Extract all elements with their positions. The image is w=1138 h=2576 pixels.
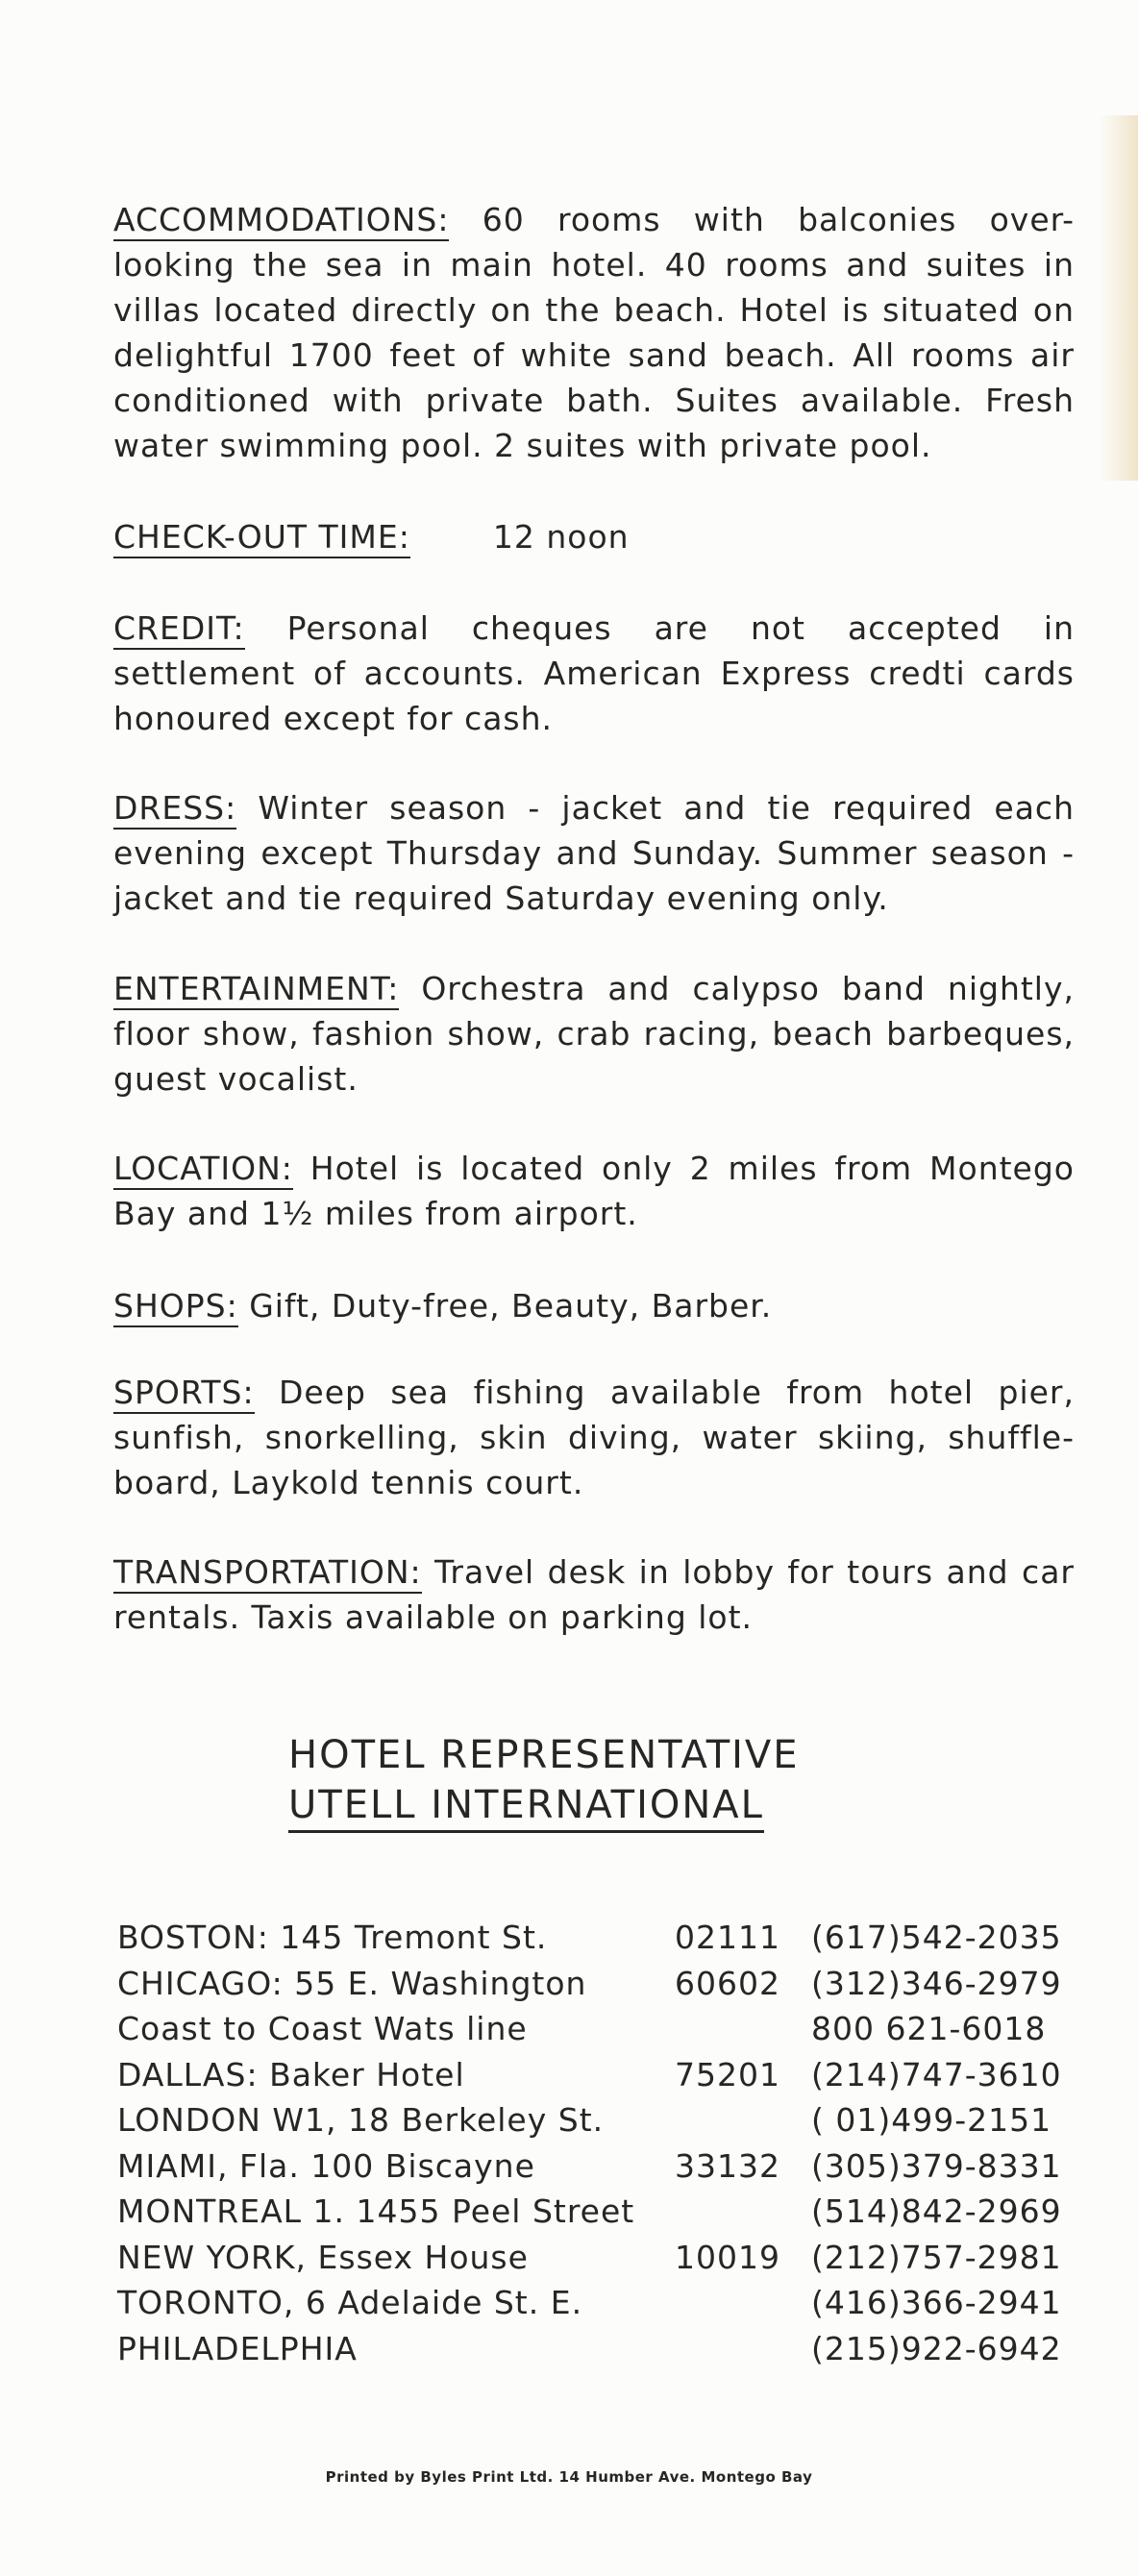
office-phone: (312)346-2979 xyxy=(811,1964,1062,2002)
section-label: LOCATION: xyxy=(113,1150,293,1190)
office-city: DALLAS: Baker Hotel xyxy=(117,2055,465,2093)
office-zip: 60602 xyxy=(675,1964,780,2002)
section-shops xyxy=(113,1283,1075,1328)
office-city: MONTREAL 1. 1455 Peel Street xyxy=(117,2192,635,2230)
representative-line-2: UTELL INTERNATIONAL xyxy=(288,1780,764,1833)
office-zip: 02111 xyxy=(675,1919,780,1956)
section-text: Orchestra and calypso band nightly, floor show, fashion show, crab racing, beach barbeques, guest vocalist. xyxy=(113,970,1075,1098)
office-zip: 75201 xyxy=(675,2055,780,2093)
section-dress xyxy=(113,785,1075,921)
office-phone: 800 621-6018 xyxy=(811,2010,1047,2047)
section-checkout xyxy=(113,514,1075,559)
office-city: NEW YORK, Essex House xyxy=(117,2238,529,2276)
office-city: BOSTON: 145 Tremont St. xyxy=(117,1919,548,1956)
office-row xyxy=(117,2006,1078,2052)
section-label: SPORTS: xyxy=(113,1374,255,1414)
section-label: SHOPS: xyxy=(113,1287,238,1327)
printer-credit: Printed by Byles Print Ltd. 14 Humber Ave. Montego Bay xyxy=(325,2468,813,2486)
office-row xyxy=(117,2189,1078,2235)
section-text: Winter season - jacket and tie required each evening except Thursday and Sunday. Summer season - jacket and tie required Saturday evening only. xyxy=(113,789,1075,917)
office-phone: (514)842-2969 xyxy=(811,2192,1062,2230)
section-sports xyxy=(113,1370,1075,1505)
office-phone: (416)366-2941 xyxy=(811,2284,1062,2321)
section-label: ACCOMMODATIONS: xyxy=(113,201,449,241)
section-accommodations xyxy=(113,197,1075,468)
office-phone: (215)922-6942 xyxy=(811,2329,1062,2367)
representative-line-1: HOTEL REPRESENTATIVE xyxy=(288,1733,800,1777)
section-text: 60 rooms with balconies over-looking the sea in main hotel. 40 rooms and suites in villas located directly on the beach. Hotel is situated on delightful 1700 feet of white sand beach. All rooms air conditioned with private bath. Suites available. Fresh water swimming pool. 2 suites with private pool. xyxy=(113,201,1075,464)
section-text: Travel desk in lobby for tours and car rentals. Taxis available on parking lot. xyxy=(113,1553,1075,1636)
office-row xyxy=(117,1961,1078,2007)
office-row xyxy=(117,2235,1078,2281)
office-zip: 10019 xyxy=(675,2238,780,2276)
section-label: DRESS: xyxy=(113,789,236,830)
office-city: MIAMI, Fla. 100 Biscayne xyxy=(117,2146,535,2185)
section-label: ENTERTAINMENT: xyxy=(113,970,399,1010)
office-row xyxy=(117,1915,1078,1961)
office-row xyxy=(117,2326,1078,2372)
section-text: Gift, Duty-free, Beauty, Barber. xyxy=(237,1287,773,1325)
office-row xyxy=(117,2143,1078,2190)
office-row xyxy=(117,2052,1078,2098)
office-zip: 33132 xyxy=(675,2146,780,2185)
office-row xyxy=(117,2280,1078,2326)
office-phone: ( 01)499-2151 xyxy=(811,2101,1052,2139)
office-phone: (305)379-8331 xyxy=(811,2146,1062,2185)
section-entertainment xyxy=(113,966,1075,1102)
section-label: TRANSPORTATION: xyxy=(113,1553,422,1594)
office-list xyxy=(117,1915,1078,2371)
section-text: Hotel is located only 2 miles from Montego Bay and 1½ miles from airport. xyxy=(113,1150,1075,1232)
section-text: Deep sea fishing available from hotel pier, sunfish, snorkelling, skin diving, water skiing, shuffle-board, Laykold tennis court. xyxy=(113,1374,1075,1501)
office-city: LONDON W1, 18 Berkeley St. xyxy=(117,2101,605,2139)
section-text: Personal cheques are not accepted in settlement of accounts. American Express credti cards honoured except for cash. xyxy=(113,609,1075,737)
paper-stain xyxy=(1100,115,1138,481)
hotel-representative-heading xyxy=(288,1730,865,1833)
office-phone: (212)757-2981 xyxy=(811,2238,1062,2276)
section-label: CREDIT: xyxy=(113,609,245,650)
office-phone: (617)542-2035 xyxy=(811,1919,1062,1956)
office-phone: (214)747-3610 xyxy=(811,2055,1062,2093)
office-city: PHILADELPHIA xyxy=(117,2329,358,2367)
checkout-time: 12 noon xyxy=(492,518,630,556)
section-location xyxy=(113,1146,1075,1236)
office-row xyxy=(117,2097,1078,2143)
office-city: Coast to Coast Wats line xyxy=(117,2010,528,2047)
office-city: TORONTO, 6 Adelaide St. E. xyxy=(117,2284,583,2321)
section-transportation xyxy=(113,1549,1075,1640)
section-label: CHECK-OUT TIME: xyxy=(113,518,410,558)
office-city: CHICAGO: 55 E. Washington xyxy=(117,1964,587,2002)
section-credit xyxy=(113,606,1075,741)
